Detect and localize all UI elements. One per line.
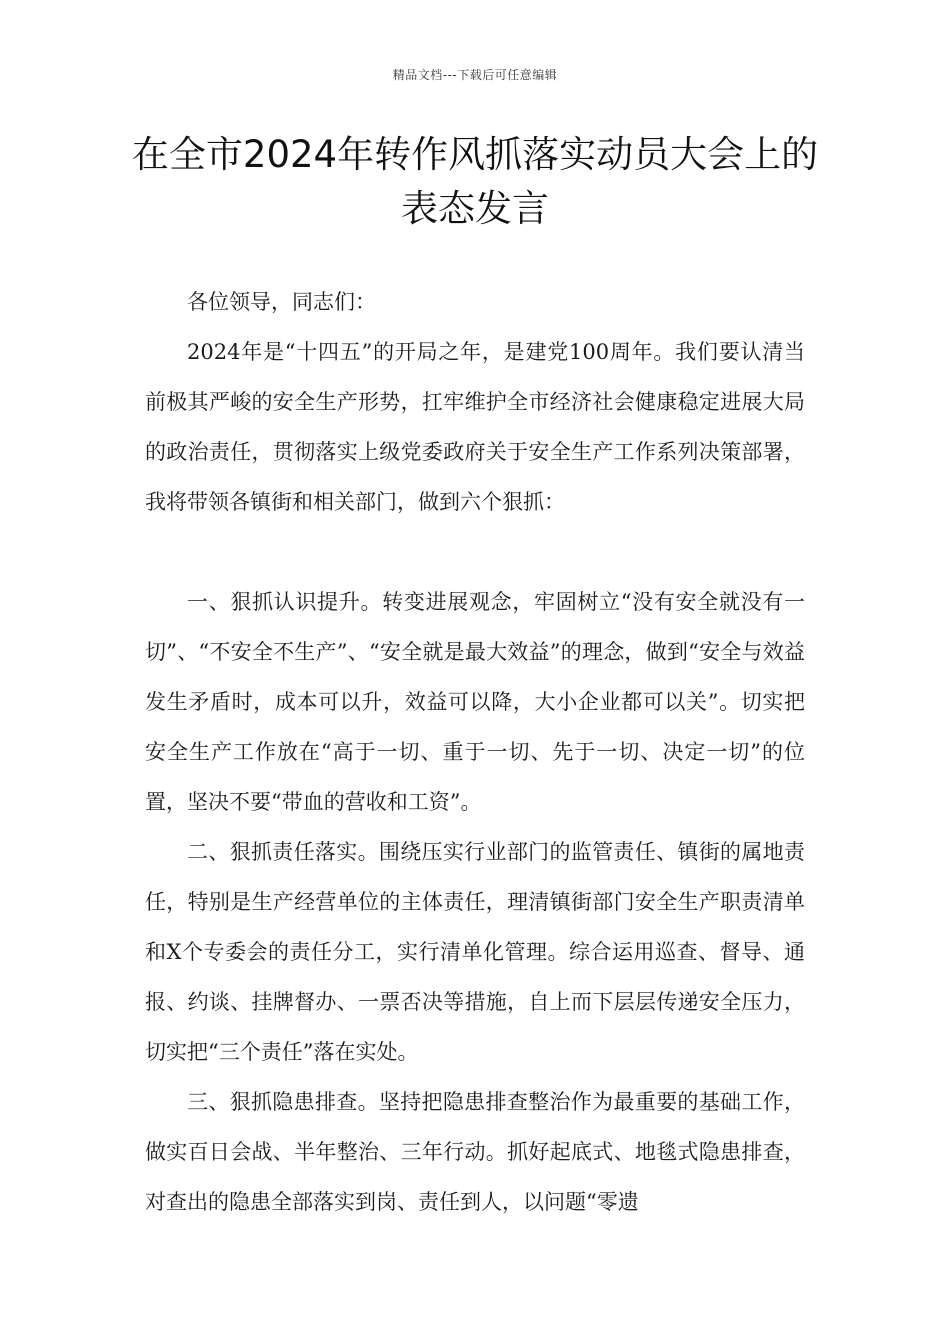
- paragraph-point-2: 二、狠抓责任落实。围绕压实行业部门的监管责任、镇街的属地责任，特别是生产经营单位的主体责任，理清镇街部门安全生产职责清单和X个专委会的责任分工，实行清单化管理。综合运用巡查、督导、通报、约谈、挂牌督办、一票否决等措施，自上而下层层传递安全压力，切实把“三个责任”落在实处。: [145, 840, 805, 1064]
- paragraph-intro: 2024年是“十四五”的开局之年，是建党100周年。我们要认清当前极其严峻的安全生产形势，扛牢维护全市经济社会健康稳定进展大局的政治责任，贯彻落实上级党委政府关于安全生产工作系列决策部署，我将带领各镇街和相关部门，做到六个狠抓：: [145, 340, 805, 514]
- salutation: 各位领导，同志们：: [187, 290, 376, 314]
- paragraph-point-3: 三、狠抓隐患排查。坚持把隐患排查整治作为最重要的基础工作，做实百日会战、半年整治、三年行动。抓好起底式、地毯式隐患排查，对查出的隐患全部落实到岗、责任到人，以问题“零遗: [145, 1090, 805, 1214]
- document-title: 在全市2024年转作风抓落实动员大会上的表态发言: [131, 133, 819, 230]
- document-body: [145, 277, 805, 1227]
- page-header: 精品文档---下载后可任意编辑: [392, 68, 558, 82]
- paragraph-point-1: 一、狠抓认识提升。转变进展观念，牢固树立“没有安全就没有一切”、“不安全不生产”、“安全就是最大效益”的理念，做到“安全与效益发生矛盾时，成本可以升，效益可以降，大小企业都可以关”。切实把安全生产工作放在“高于一切、重于一切、先于一切、决定一切”的位置，坚决不要“带血的营收和工资”。: [145, 590, 805, 814]
